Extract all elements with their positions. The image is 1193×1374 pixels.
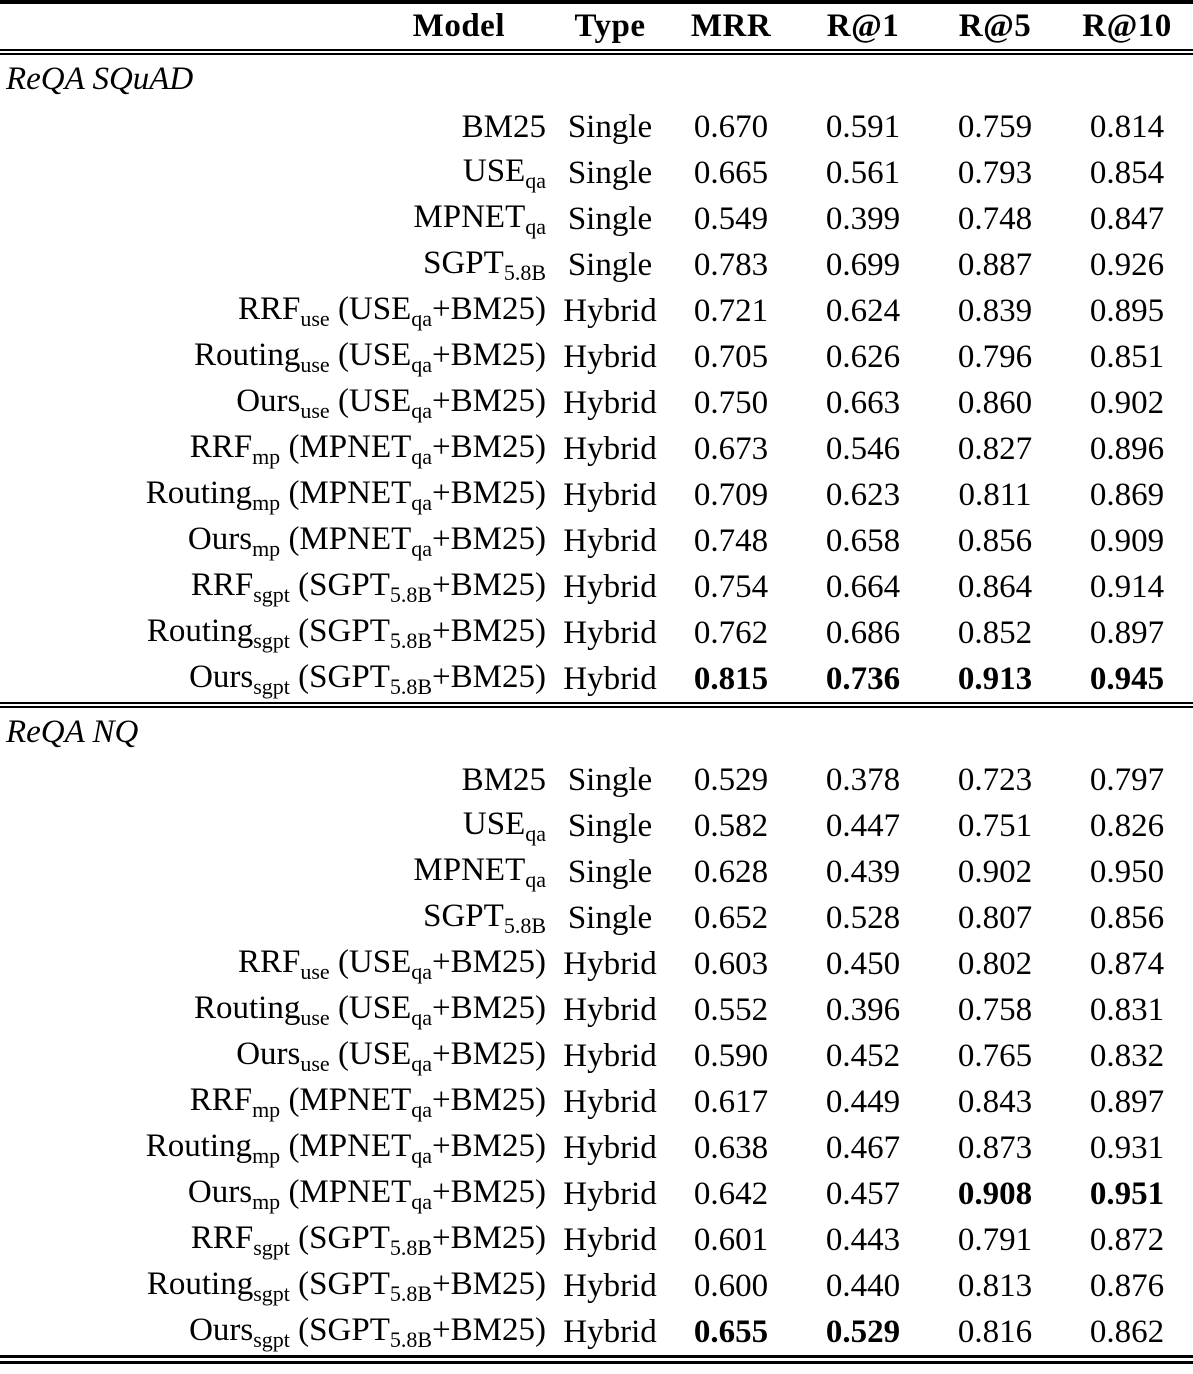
metric-value: 0.709 [693,476,769,513]
metric-value: 0.811 [958,476,1032,513]
metric-value: 0.762 [693,614,769,651]
model-name [0,1079,555,1125]
model-name-subscript: qa [525,866,546,892]
metric-value: 0.864 [957,568,1033,605]
metric-value: 0.902 [957,853,1033,890]
model-type: Hybrid [563,522,657,559]
model-name-text: +BM25) [432,520,546,557]
metric-value: 0.528 [825,899,901,936]
model-name-text: +BM25) [432,1219,546,1256]
model-name-text: BM25 [461,108,546,145]
model-name-subscript: 5.8B [389,627,433,653]
model-type: Hybrid [563,1313,657,1350]
model-type: Hybrid [563,1129,657,1166]
metric-value: 0.897 [1089,614,1165,651]
table-row [0,849,1193,895]
metric-value: 0.862 [1089,1313,1165,1350]
table-row [0,656,1193,705]
model-name-subscript: 5.8B [389,1280,433,1306]
model-name-text: Routing [146,1265,254,1302]
metric-value: 0.759 [957,108,1033,145]
metric-value: 0.896 [1089,430,1165,467]
metric-value: 0.721 [693,292,769,329]
metric-value: 0.450 [825,945,901,982]
model-name-text: +BM25) [432,1311,546,1348]
metric-value: 0.665 [693,154,769,191]
metric-value: 0.814 [1089,108,1165,145]
model-name-subscript: qa [411,397,433,423]
model-name-text: SGPT [423,244,504,281]
metric-value: 0.945 [1089,660,1165,697]
metric-value: 0.457 [825,1175,901,1212]
metric-value: 0.440 [825,1267,901,1304]
model-name-text: +BM25) [432,428,546,465]
model-name-text: +BM25) [432,1081,546,1118]
model-type: Hybrid [563,476,657,513]
model-name-text: Routing [146,612,254,649]
model-name-text: Routing [145,474,253,511]
model-name-subscript: qa [411,958,433,984]
metric-value: 0.439 [825,853,901,890]
table-row [0,1125,1193,1171]
metric-value: 0.590 [693,1037,769,1074]
model-name-text: (MPNET [280,1127,412,1164]
model-name-subscript: sgpt [253,627,290,653]
metric-value: 0.617 [693,1083,769,1120]
metric-value: 0.791 [957,1221,1033,1258]
table-row [0,803,1193,849]
table-row [0,472,1193,518]
model-name-subscript: qa [411,535,433,561]
model-name-subscript: 5.8B [503,259,546,285]
model-name-text: (MPNET [280,1173,412,1210]
model-name-text: +BM25) [432,1265,546,1302]
model-name [0,564,555,610]
metric-value: 0.902 [1089,384,1165,421]
model-name-text: SGPT [423,897,504,934]
model-name [0,196,555,242]
metric-value: 0.813 [957,1267,1033,1304]
model-name-text: USE [462,805,526,842]
model-name-text: RRF [237,290,301,327]
model-name-subscript: 5.8B [389,673,433,699]
section-label: ReQA SQuAD [6,61,194,97]
metric-value: 0.895 [1089,292,1165,329]
metric-value: 0.913 [957,660,1033,697]
model-name-subscript: qa [411,351,433,377]
column-header-r10: R@10 [1061,2,1193,52]
metric-value: 0.807 [957,899,1033,936]
model-type: Hybrid [563,1267,657,1304]
table-row [0,518,1193,564]
model-type: Hybrid [563,1083,657,1120]
metric-value: 0.765 [957,1037,1033,1074]
model-name [0,895,555,941]
model-type: Hybrid [563,1175,657,1212]
metric-value: 0.449 [825,1083,901,1120]
model-name [0,849,555,895]
model-type: Hybrid [563,614,657,651]
section-label: ReQA NQ [0,705,1193,757]
metric-value: 0.561 [825,154,901,191]
model-type: Hybrid [563,568,657,605]
metric-value: 0.699 [825,246,901,283]
model-name [0,610,555,656]
model-name-text: USE [462,152,526,189]
model-name-subscript: qa [411,1096,433,1122]
model-name-text: (USE [329,1035,412,1072]
model-name [0,656,555,705]
model-name-text: RRF [190,1219,254,1256]
metric-value: 0.638 [693,1129,769,1166]
model-type: Hybrid [563,1221,657,1258]
metric-value: 0.783 [693,246,769,283]
column-header-r5: R@5 [929,2,1061,52]
metric-value: 0.754 [693,568,769,605]
table-row [0,941,1193,987]
metric-value: 0.758 [957,991,1033,1028]
model-name [0,104,555,150]
metric-value: 0.797 [1089,761,1165,798]
model-name-subscript: sgpt [253,673,290,699]
metric-value: 0.673 [693,430,769,467]
column-header-mrr: MRR [665,2,797,52]
model-name-subscript: use [300,1050,330,1076]
metric-value: 0.856 [957,522,1033,559]
model-name-text: +BM25) [432,566,546,603]
model-name [0,380,555,426]
metric-value: 0.750 [693,384,769,421]
model-name-subscript: mp [252,443,281,469]
metric-value: 0.467 [825,1129,901,1166]
model-name-subscript: qa [525,167,546,193]
model-name-subscript: 5.8B [389,1326,433,1352]
metric-value: 0.546 [825,430,901,467]
model-name-text: (MPNET [280,520,412,557]
metric-value: 0.447 [825,807,901,844]
section-row [0,705,1193,757]
table-row [0,334,1193,380]
column-header-model: Model [0,2,555,52]
metric-value: 0.399 [825,200,901,237]
metric-value: 0.624 [825,292,901,329]
metric-value: 0.873 [957,1129,1033,1166]
model-name [0,150,555,196]
model-name-text: +BM25) [432,1035,546,1072]
metric-value: 0.736 [825,660,901,697]
metric-value: 0.529 [825,1313,901,1350]
model-type: Hybrid [563,1037,657,1074]
model-type: Hybrid [563,991,657,1028]
metric-value: 0.793 [957,154,1033,191]
model-name-text: Routing [194,336,301,373]
model-name-subscript: sgpt [253,581,290,607]
model-name [0,426,555,472]
model-name-text: (USE [329,989,412,1026]
model-name-subscript: mp [252,1096,281,1122]
model-type: Single [567,154,653,191]
metric-value: 0.378 [825,761,901,798]
model-name-text: (SGPT [289,1265,390,1302]
model-name-subscript: sgpt [253,1280,290,1306]
metric-value: 0.887 [957,246,1033,283]
section-row [0,52,1193,104]
model-name-subscript: qa [411,305,433,331]
model-name [0,1125,555,1171]
metric-value: 0.854 [1089,154,1165,191]
model-name [0,288,555,334]
model-type: Single [567,853,653,890]
metric-value: 0.664 [825,568,901,605]
metric-value: 0.552 [693,991,769,1028]
table-row [0,426,1193,472]
metric-value: 0.851 [1089,338,1165,375]
model-name-text: +BM25) [432,989,546,1026]
metric-value: 0.832 [1089,1037,1165,1074]
table-row [0,1309,1193,1360]
model-name-subscript: sgpt [253,1234,290,1260]
table-header [0,2,1193,52]
model-name [0,518,555,564]
metric-value: 0.603 [693,945,769,982]
model-type: Hybrid [563,430,657,467]
model-name-subscript: use [300,305,330,331]
metric-value: 0.601 [693,1221,769,1258]
model-name-text: +BM25) [432,1127,546,1164]
table-row [0,380,1193,426]
model-name [0,1263,555,1309]
table-row [0,610,1193,656]
metric-value: 0.874 [1089,945,1165,982]
model-name-text: Routing [145,1127,253,1164]
metric-value: 0.914 [1089,568,1165,605]
metric-value: 0.802 [957,945,1033,982]
model-name-text: (USE [329,382,412,419]
table-row [0,1033,1193,1079]
column-header-r1: R@1 [797,2,929,52]
metric-value: 0.670 [693,108,769,145]
model-name [0,1309,555,1360]
metric-value: 0.623 [825,476,901,513]
model-type: Single [567,899,653,936]
model-name-subscript: qa [525,213,546,239]
model-name-text: (SGPT [289,566,390,603]
model-name-text: Ours [189,1311,254,1348]
metric-value: 0.872 [1089,1221,1165,1258]
model-name [0,472,555,518]
table-row [0,104,1193,150]
model-name-text: (USE [329,336,412,373]
model-name-text: +BM25) [432,943,546,980]
table-row [0,564,1193,610]
metric-value: 0.796 [957,338,1033,375]
model-name-text: (MPNET [280,1081,412,1118]
model-name [0,941,555,987]
model-name [0,803,555,849]
metric-value: 0.852 [957,614,1033,651]
header-row [0,2,1193,52]
metric-value: 0.658 [825,522,901,559]
model-name-subscript: qa [411,443,433,469]
model-name-subscript: use [300,958,330,984]
model-name-text: MPNET [413,198,526,235]
metric-value: 0.626 [825,338,901,375]
model-name-text: Ours [189,658,254,695]
table-row [0,757,1193,803]
model-name-text: (SGPT [289,658,390,695]
metric-value: 0.748 [693,522,769,559]
metric-value: 0.591 [825,108,901,145]
metric-value: 0.847 [1089,200,1165,237]
model-name-text: RRF [189,428,253,465]
metric-value: 0.452 [825,1037,901,1074]
model-type: Hybrid [563,384,657,421]
table-row [0,987,1193,1033]
model-name-text: (USE [329,290,412,327]
model-type: Single [567,761,653,798]
model-name-subscript: qa [411,1050,433,1076]
model-name-text: RRF [190,566,254,603]
model-name-text: +BM25) [432,382,546,419]
model-name-subscript: mp [252,535,281,561]
model-name-text: +BM25) [432,336,546,373]
table-row [0,1217,1193,1263]
metric-value: 0.908 [957,1175,1033,1212]
model-type: Single [567,807,653,844]
metric-value: 0.856 [1089,899,1165,936]
table-row [0,288,1193,334]
metric-value: 0.843 [957,1083,1033,1120]
table-row [0,1171,1193,1217]
metric-value: 0.876 [1089,1267,1165,1304]
table-row [0,196,1193,242]
model-name-subscript: qa [525,820,546,846]
model-name-text: (USE [329,943,412,980]
metric-value: 0.628 [693,853,769,890]
metric-value: 0.549 [693,200,769,237]
model-name-text: (SGPT [289,1311,390,1348]
model-name-subscript: 5.8B [389,1234,433,1260]
table-row [0,1263,1193,1309]
model-name-subscript: mp [252,1188,281,1214]
model-type: Single [567,246,653,283]
metric-value: 0.951 [1089,1175,1165,1212]
model-name-text: +BM25) [432,658,546,695]
metric-value: 0.396 [825,991,901,1028]
model-name-text: Ours [236,382,301,419]
model-name [0,1217,555,1263]
metric-value: 0.860 [957,384,1033,421]
metric-value: 0.827 [957,430,1033,467]
metric-value: 0.897 [1089,1083,1165,1120]
metric-value: 0.826 [1089,807,1165,844]
model-name-text: Routing [194,989,301,1026]
metric-value: 0.816 [957,1313,1033,1350]
table-row [0,150,1193,196]
metric-value: 0.686 [825,614,901,651]
column-header-type: Type [555,2,665,52]
metric-value: 0.705 [693,338,769,375]
model-type: Single [567,108,653,145]
model-name-subscript: mp [252,1142,281,1168]
model-name-text: Ours [236,1035,301,1072]
model-name-subscript: qa [411,1142,433,1168]
model-type: Hybrid [563,338,657,375]
model-name-subscript: 5.8B [389,581,433,607]
model-name [0,1033,555,1079]
metric-value: 0.751 [957,807,1033,844]
model-name-subscript: qa [411,489,433,515]
model-name-text: +BM25) [432,290,546,327]
model-name-text: Ours [187,1173,253,1210]
model-name-text: (MPNET [280,428,412,465]
metric-value: 0.839 [957,292,1033,329]
model-name-subscript: use [300,1004,330,1030]
model-type: Hybrid [563,945,657,982]
model-name-subscript: mp [252,489,281,515]
model-name-subscript: sgpt [253,1326,290,1352]
metric-value: 0.582 [693,807,769,844]
metric-value: 0.931 [1089,1129,1165,1166]
model-name-text: RRF [237,943,301,980]
table-row [0,1079,1193,1125]
metric-value: 0.723 [957,761,1033,798]
metric-value: 0.815 [693,660,769,697]
model-type: Hybrid [563,292,657,329]
model-name-text: (MPNET [280,474,412,511]
metric-value: 0.600 [693,1267,769,1304]
model-name-text: Ours [187,520,253,557]
model-name-subscript: use [300,351,330,377]
model-name-text: (SGPT [289,1219,390,1256]
metric-value: 0.655 [693,1313,769,1350]
model-name [0,334,555,380]
model-name-subscript: 5.8B [503,912,546,938]
metric-value: 0.529 [693,761,769,798]
metric-value: 0.652 [693,899,769,936]
metric-value: 0.831 [1089,991,1165,1028]
metric-value: 0.950 [1089,853,1165,890]
metric-value: 0.869 [1089,476,1165,513]
model-name [0,1171,555,1217]
metric-value: 0.663 [825,384,901,421]
model-name-text: +BM25) [432,474,546,511]
model-type: Hybrid [563,660,657,697]
metric-value: 0.642 [693,1175,769,1212]
model-name [0,987,555,1033]
model-name-text: +BM25) [432,612,546,649]
metric-value: 0.748 [957,200,1033,237]
metric-value: 0.443 [825,1221,901,1258]
metric-value: 0.926 [1089,246,1165,283]
model-name-subscript: qa [411,1004,433,1030]
model-name-text: BM25 [461,761,546,798]
table-row [0,895,1193,941]
model-name-text: (SGPT [289,612,390,649]
table-row [0,242,1193,288]
model-name-subscript: use [300,397,330,423]
model-name-subscript: qa [411,1188,433,1214]
model-name-text: RRF [189,1081,253,1118]
model-type: Single [567,200,653,237]
table-body [0,52,1193,1360]
metric-value: 0.909 [1089,522,1165,559]
model-name [0,242,555,288]
model-name [0,757,555,803]
model-name-text: MPNET [413,851,526,888]
model-name-text: +BM25) [432,1173,546,1210]
